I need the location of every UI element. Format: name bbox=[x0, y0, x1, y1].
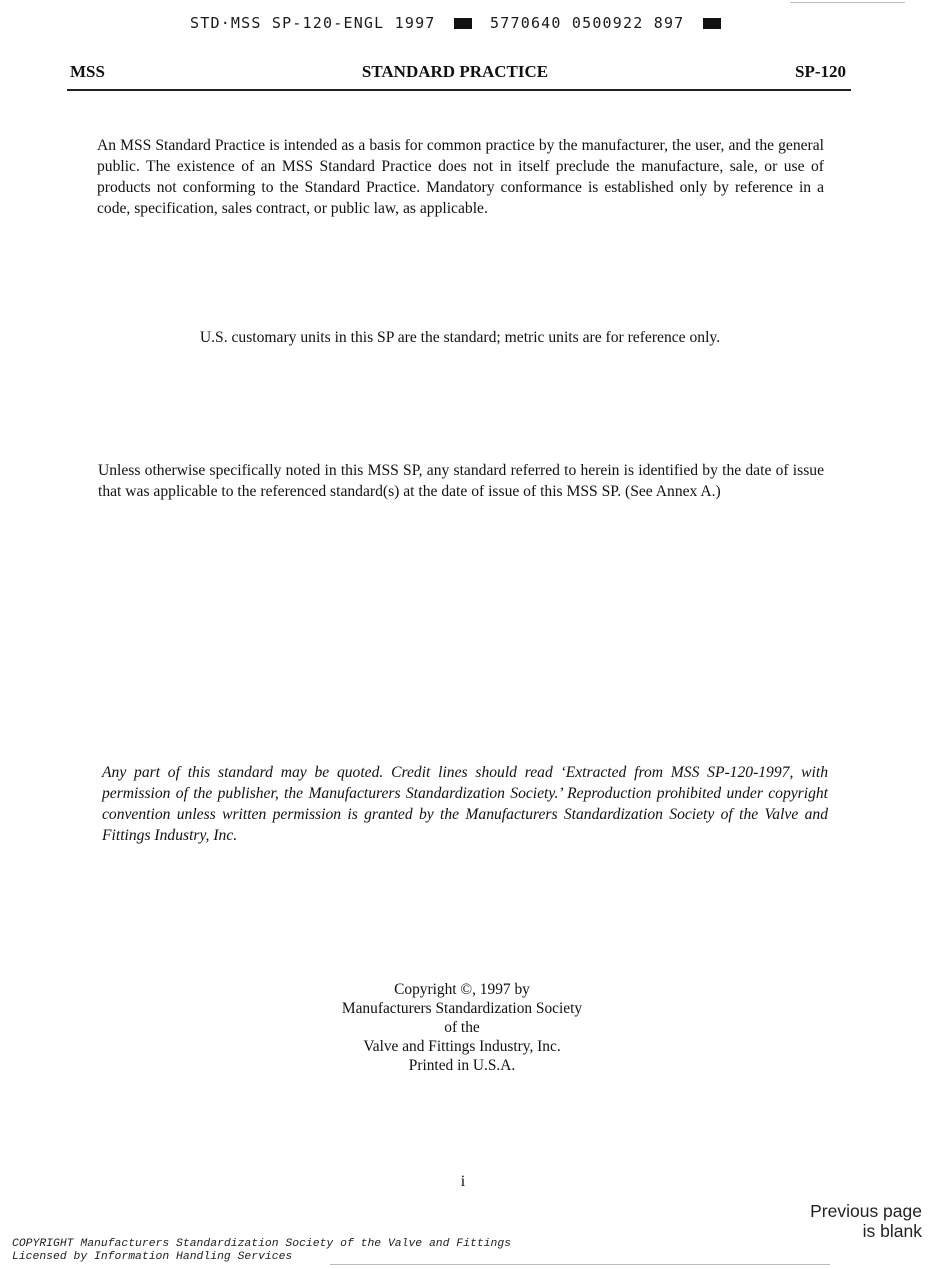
copyright-holder: Manufacturers Standardization Society bbox=[341, 1000, 583, 1017]
scan-artifact-bottom bbox=[330, 1264, 830, 1265]
document-id-line bbox=[190, 14, 760, 32]
header-right: SP-120 bbox=[795, 62, 846, 81]
document-id: STD·MSS SP-120-ENGL 1997 bbox=[190, 14, 436, 32]
units-note: U.S. customary units in this SP are the standard; metric units are for reference only. bbox=[199, 329, 721, 346]
stamp-line: is blank bbox=[862, 1221, 922, 1241]
header-title: STANDARD PRACTICE bbox=[361, 62, 549, 81]
barcode-block-icon bbox=[703, 18, 721, 29]
copyright-block bbox=[300, 980, 624, 1075]
header-left: MSS bbox=[70, 62, 105, 81]
footer-line: Licensed by Information Handling Services bbox=[12, 1251, 293, 1263]
copyright-line: Copyright ©, 1997 by bbox=[394, 981, 530, 998]
copyright-holder-industry: Valve and Fittings Industry, Inc. bbox=[363, 1038, 561, 1055]
quotation-notice: Any part of this standard may be quoted. Credit lines should read ‘Extracted from MSS SP-120-1997, with permission of the publisher, the Manufacturers Standardization Society.’ Reproduction prohibited under copyright convention unless written permission is granted by the Manufacturers Standardization Society of the Valve and Fittings Industry, Inc. bbox=[102, 764, 828, 844]
header-rule bbox=[67, 89, 851, 91]
document-serial: 5770640 0500922 897 bbox=[490, 14, 685, 32]
copyright-footer bbox=[12, 1238, 632, 1264]
copyright-line: of the bbox=[444, 1019, 480, 1036]
referenced-standards-paragraph: Unless otherwise specifically noted in this MSS SP, any standard referred to herein is identified by the date of issue that was applicable to the referenced standard(s) at the date of issue of this MSS SP. (See Annex A.) bbox=[98, 462, 824, 500]
footer-line: COPYRIGHT Manufacturers Standardization Society of the Valve and Fittings bbox=[12, 1238, 511, 1250]
printed-in: Printed in U.S.A. bbox=[408, 1057, 516, 1074]
previous-page-blank-stamp bbox=[782, 1201, 922, 1241]
disclaimer-paragraph: An MSS Standard Practice is intended as a basis for common practice by the manufacturer, the user, and the general public. The existence of an MSS Standard Practice does not in itself preclude the manufacture, sale, or use of products not conforming to the Standard Practice. Mandatory conformance is established only by reference in a code, specification, sales contract, or public law, as applicable. bbox=[97, 137, 824, 217]
scan-artifact-top bbox=[790, 2, 905, 3]
stamp-line: Previous page bbox=[810, 1201, 922, 1221]
barcode-block-icon bbox=[454, 18, 472, 29]
page-number: i bbox=[460, 1173, 466, 1190]
